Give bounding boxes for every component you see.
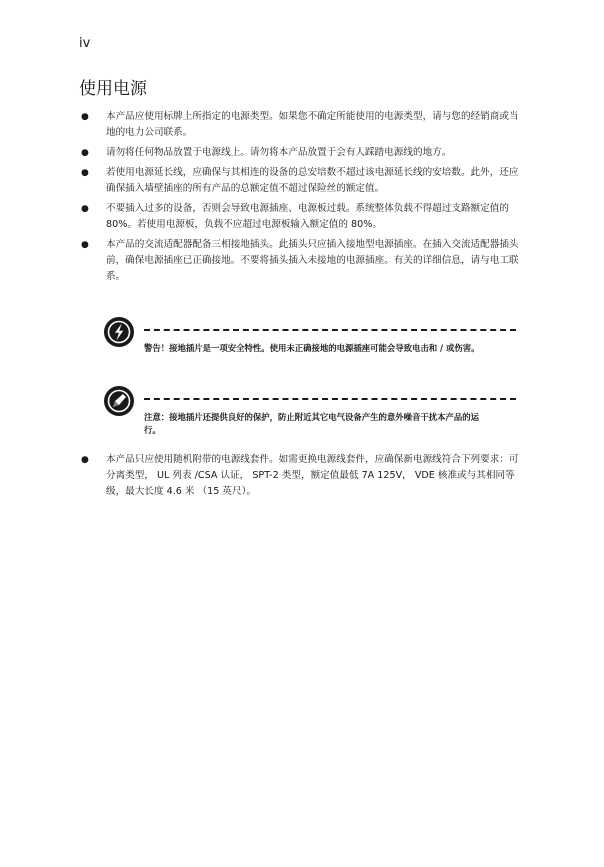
pencil-note-icon bbox=[104, 386, 134, 416]
bullet-icon: ● bbox=[81, 112, 89, 122]
list-item-text: 本产品只应使用随机附带的电源线套件。如需更换电源线套件，应确保新电源线符合下列要求：可分离类型， UL 列表 /CSA 认证， SPT-2 类型，额定值最低 7A 125V， VDE 核准或与其相同等级，最大长度 4.6 米 （15 英尺）。 bbox=[106, 454, 519, 497]
list-item-text: 本产品应使用标牌上所指定的电源类型。如果您不确定所能使用的电源类型，请与您的经销商或当地的电力公司联系。 bbox=[106, 111, 519, 138]
bullet-icon: ● bbox=[81, 240, 89, 250]
warning-notice bbox=[104, 317, 516, 377]
list-item-text: 不要插入过多的设备，否则会导致电源插座、电源板过载。系统整体负载不得超过支路额定值的 80%。若使用电源板，负载不应超过电源板输入额定值的 80%。 bbox=[106, 203, 509, 230]
list-item-text: 请勿将任何物品放置于电源线上。请勿将本产品放置于会有人踩踏电源线的地方。 bbox=[106, 147, 452, 158]
note-text: 注意：接地插片还提供良好的保护，防止附近其它电气设备产生的意外噪音干扰本产品的运行。 bbox=[144, 412, 479, 435]
dashed-divider bbox=[144, 398, 516, 400]
list-item bbox=[79, 165, 519, 197]
dashed-divider bbox=[144, 329, 516, 331]
list-item bbox=[79, 109, 519, 141]
list-item-text: 若使用电源延长线，应确保与其相连的设备的总安培数不超过该电源延长线的安培数。此外，还应确保插入墙壁插座的所有产品的总额定值不超过保险丝的额定值。 bbox=[106, 167, 519, 194]
bullet-icon: ● bbox=[81, 168, 89, 178]
list-item bbox=[79, 237, 519, 285]
warning-text: 警告！接地插片是一项安全特性。使用未正确接地的电源插座可能会导致电击和 / 或伤害。 bbox=[144, 343, 480, 353]
list-item bbox=[79, 201, 519, 233]
bullet-list-continued bbox=[79, 452, 519, 504]
lightning-warning-icon bbox=[104, 317, 134, 347]
bullet-list bbox=[79, 109, 519, 289]
bullet-icon: ● bbox=[81, 204, 89, 214]
page-number: iv bbox=[79, 36, 91, 51]
bullet-icon: ● bbox=[81, 148, 89, 158]
list-item bbox=[79, 452, 519, 500]
list-item bbox=[79, 145, 519, 161]
section-title: 使用电源 bbox=[79, 79, 147, 99]
list-item-text: 本产品的交流适配器配备三相接地插头。此插头只应插入接地型电源插座。在插入交流适配器插头前，确保电源插座已正确接地。不要将插头插入未接地的电源插座。有关的详细信息，请与电工联系。 bbox=[106, 239, 519, 282]
bullet-icon: ● bbox=[81, 455, 89, 465]
note-notice bbox=[104, 386, 516, 446]
